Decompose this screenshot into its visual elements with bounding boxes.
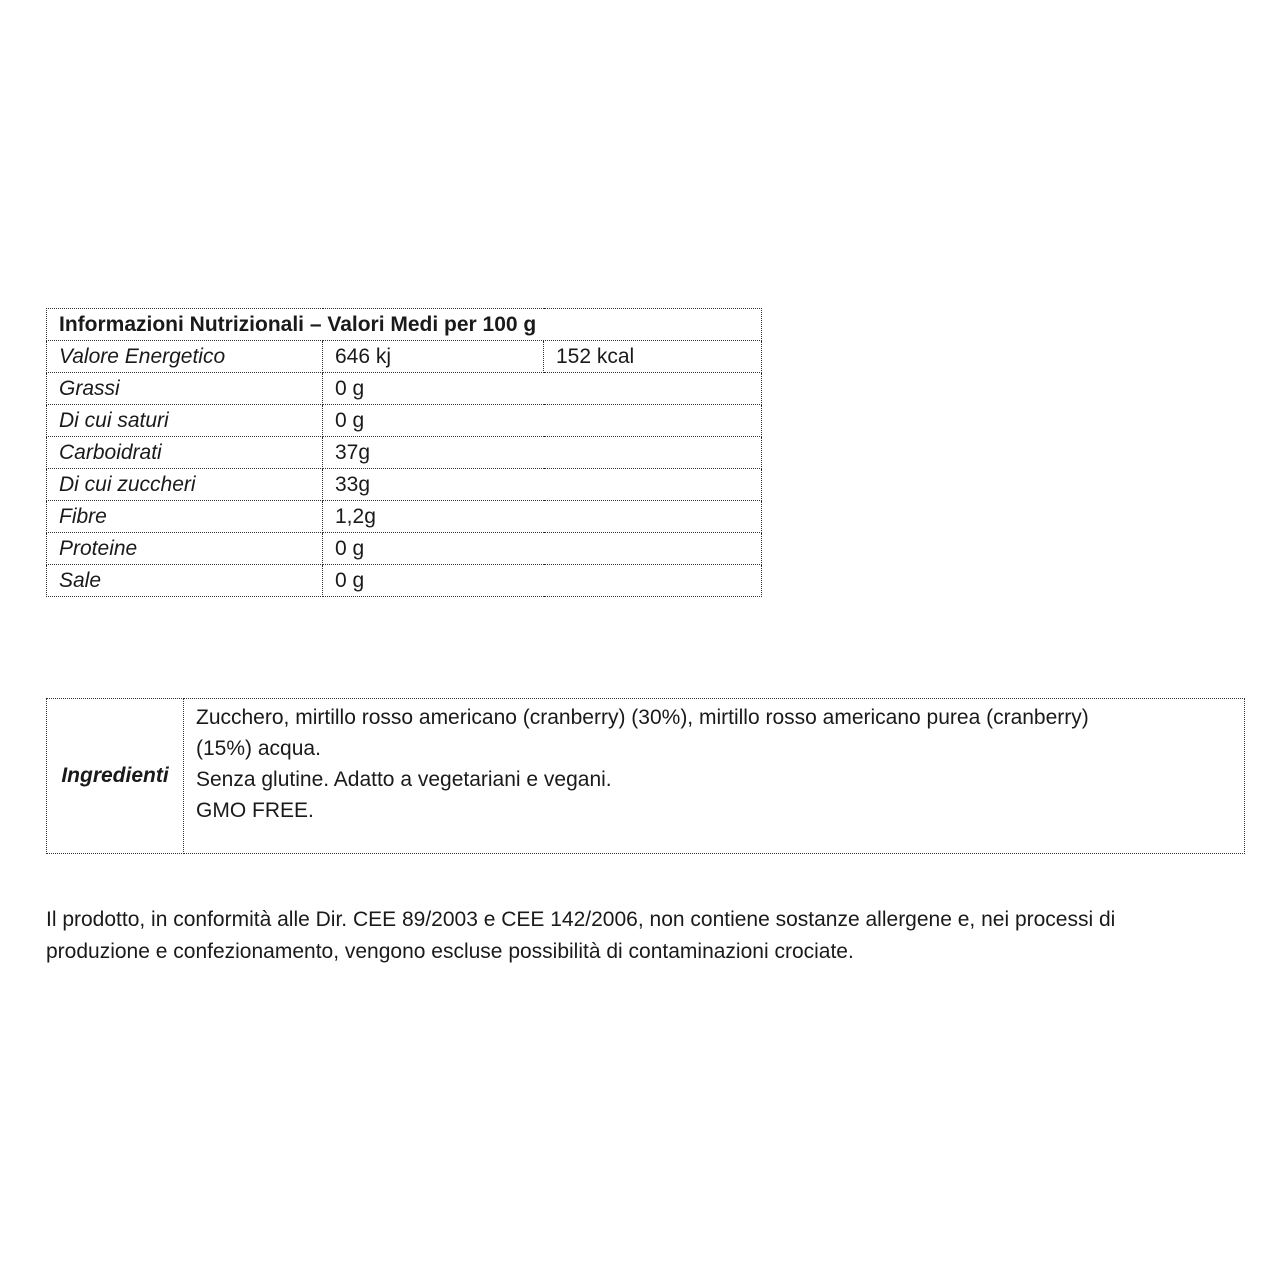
nutrition-row	[47, 501, 762, 533]
nutrition-row	[47, 565, 762, 597]
allergen-note-line: produzione e confezionamento, vengono escluse possibilità di contaminazioni crociate.	[46, 940, 854, 963]
nutrient-value: 33g	[323, 469, 762, 501]
allergen-note	[46, 904, 1226, 968]
nutrient-value: 37g	[323, 437, 762, 469]
nutrition-row	[47, 373, 762, 405]
ingredients-line: GMO FREE.	[196, 799, 314, 822]
ingredients-line: Zucchero, mirtillo rosso americano (cranberry) (30%), mirtillo rosso americano purea (cranberry)	[196, 706, 1089, 729]
nutrient-label: Carboidrati	[47, 437, 323, 469]
allergen-note-line: Il prodotto, in conformità alle Dir. CEE 89/2003 e CEE 142/2006, non contiene sostanze allergene e, nei processi di	[46, 908, 1116, 931]
nutrient-label: Fibre	[47, 501, 323, 533]
nutrition-header-row	[47, 309, 762, 341]
nutrition-header: Informazioni Nutrizionali – Valori Medi per 100 g	[47, 309, 762, 341]
ingredients-row	[47, 699, 1245, 854]
nutrition-row	[47, 405, 762, 437]
nutrient-value: 0 g	[323, 405, 762, 437]
nutrition-row	[47, 533, 762, 565]
ingredients-line: Senza glutine. Adatto a vegetariani e vegani.	[196, 768, 612, 791]
nutrient-value: 0 g	[323, 565, 762, 597]
nutrient-label: Di cui zuccheri	[47, 469, 323, 501]
nutrient-label: Sale	[47, 565, 323, 597]
nutrient-value: 0 g	[323, 373, 762, 405]
nutrient-label: Proteine	[47, 533, 323, 565]
nutrient-value: 1,2g	[323, 501, 762, 533]
energy-label: Valore Energetico	[47, 341, 323, 373]
ingredients-body	[184, 699, 1245, 854]
ingredients-line: (15%) acqua.	[196, 737, 321, 760]
nutrition-energy-row	[47, 341, 762, 373]
energy-kj: 646 kj	[323, 341, 544, 373]
nutrient-label: Grassi	[47, 373, 323, 405]
nutrient-value: 0 g	[323, 533, 762, 565]
energy-kcal: 152 kcal	[544, 341, 762, 373]
nutrient-label: Di cui saturi	[47, 405, 323, 437]
nutrition-table	[46, 308, 762, 597]
nutrition-row	[47, 469, 762, 501]
nutrition-row	[47, 437, 762, 469]
ingredients-table	[46, 698, 1245, 854]
ingredients-label: Ingredienti	[47, 699, 184, 854]
